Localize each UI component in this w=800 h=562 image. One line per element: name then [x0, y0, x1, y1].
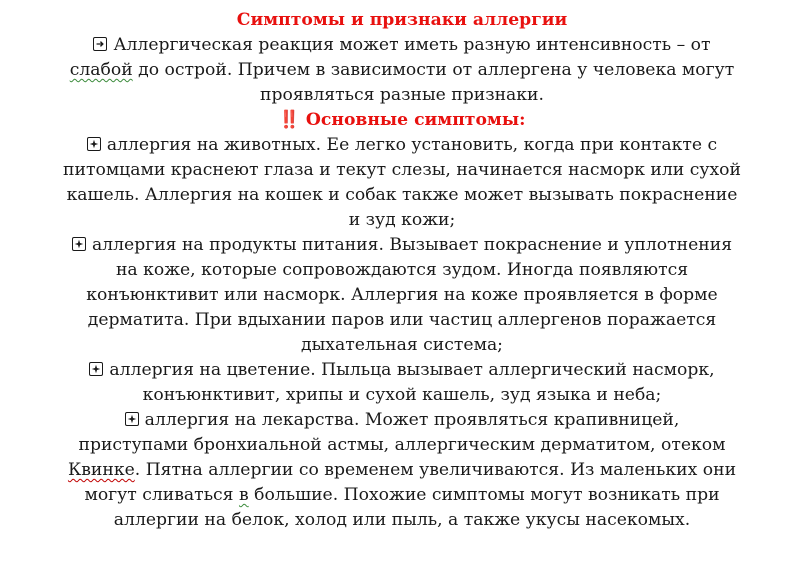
item-2-line-1: аллергия на продукты питания. Вызывает покраснение и уплотнения	[91, 235, 733, 255]
intro-line-3: проявляться разные признаки.	[260, 85, 544, 105]
intro-underlined-word: слабой	[69, 60, 133, 80]
item-2-line-5: дыхательная система;	[301, 335, 503, 355]
intro-line-2: до острой. Причем в зависимости от аллергена у человека могут	[132, 60, 735, 80]
arrow-right-icon	[93, 37, 107, 51]
item-4-line-4-post: большие. Похожие симптомы могут возникать при	[248, 485, 720, 505]
item-1-line-1: аллергия на животных. Ее легко установить, когда при контакте с	[106, 135, 718, 155]
intro-line-1: Аллергическая реакция может иметь разную интенсивность – от	[113, 35, 711, 55]
symptom-item-pollen	[48, 358, 756, 408]
symptom-item-medicine	[48, 408, 756, 533]
item-2-line-3: конъюнктивит или насморк. Аллергия на коже проявляется в форме	[86, 285, 718, 305]
item-3-line-2: конъюнктивит, хрипы и сухой кашель, зуд языка и неба;	[142, 385, 662, 405]
section-subtitle: ‼️ Основные симптомы:	[278, 110, 526, 130]
item-4-line-2: приступами бронхиальной астмы, аллергическим дерматитом, отеком	[78, 435, 726, 455]
document-body	[48, 8, 756, 533]
item-4-underlined-word-2: в	[238, 485, 249, 505]
item-4-line-5: аллергии на белок, холод или пыль, а также укусы насекомых.	[113, 510, 691, 530]
item-3-line-1: аллергия на цветение. Пыльца вызывает аллергический насморк,	[109, 360, 715, 380]
item-4-underlined-word: Квинке	[67, 460, 135, 480]
item-2-line-4: дерматита. При вдыхании паров или частиц аллергенов поражается	[87, 310, 717, 330]
sparkle-icon	[125, 412, 139, 426]
sparkle-icon	[72, 237, 86, 251]
sparkle-icon	[89, 362, 103, 376]
symptom-item-animals	[48, 133, 756, 233]
item-4-line-3: . Пятна аллергии со временем увеличиваются. Из маленьких они	[134, 460, 737, 480]
sparkle-icon	[87, 137, 101, 151]
intro-paragraph	[48, 33, 756, 108]
symptom-item-food	[48, 233, 756, 358]
item-1-line-3: кашель. Аллергия на кошек и собак также может вызывать покраснение	[66, 185, 738, 205]
item-1-line-2: питомцами краснеют глаза и текут слезы, начинается насморк или сухой	[63, 160, 741, 180]
item-4-line-4-pre: могут сливаться	[84, 485, 239, 505]
item-1-line-4: и зуд кожи;	[348, 210, 456, 230]
document-title: Симптомы и признаки аллергии	[236, 10, 568, 30]
item-2-line-2: на коже, которые сопровождаются зудом. Иногда появляются	[115, 260, 689, 280]
item-4-line-1: аллергия на лекарства. Может проявляться крапивницей,	[144, 410, 680, 430]
